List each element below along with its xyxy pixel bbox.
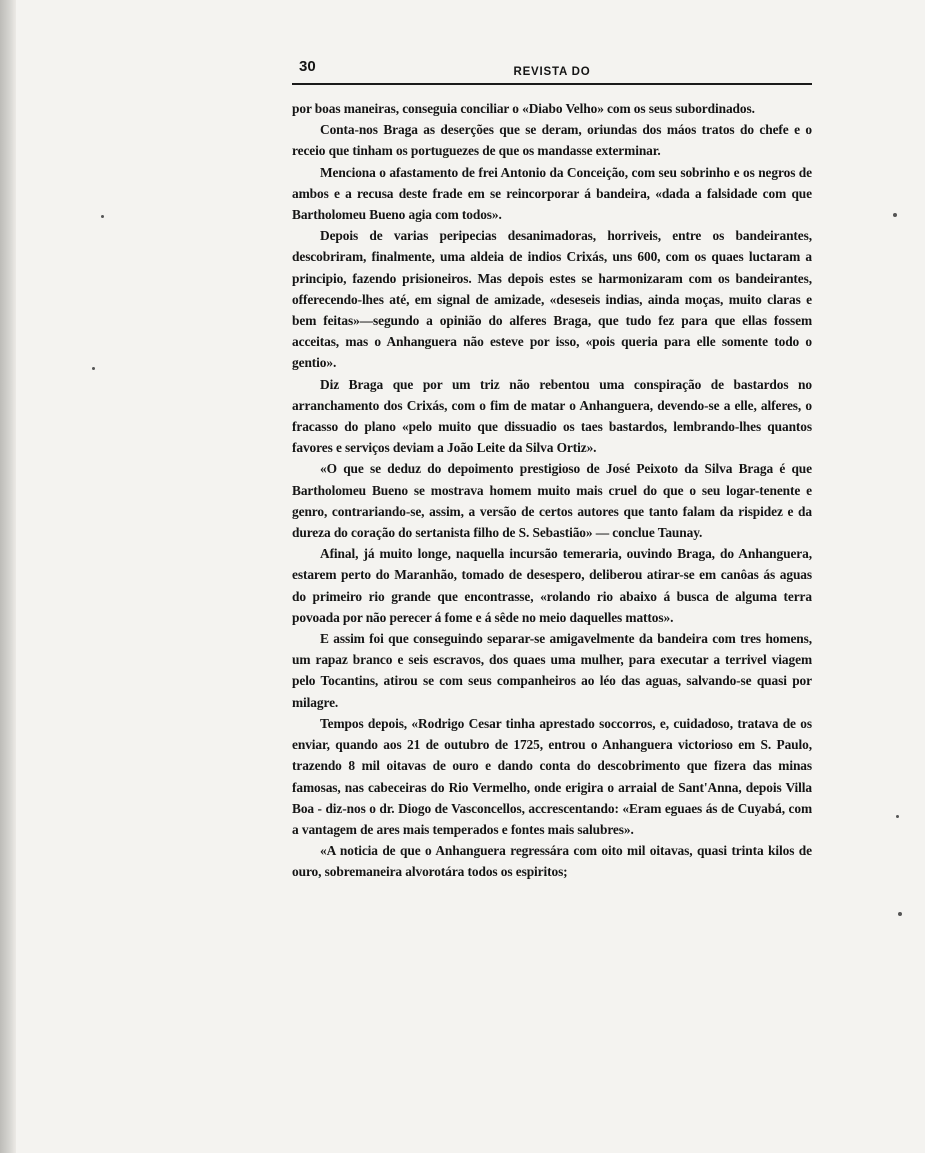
body-text [292,98,812,883]
paragraph: Depois de varias peripecias desanimadoras, horriveis, entre os bandeirantes, descobriram, finalmente, uma aldeia de indios Crixás, uns 600, com os quaes luctaram a principio, fazendo prisioneiros. Mas depois estes se harmonizaram com os bandeirantes, offerecendo-lhes até, em signal de amizade, «deseseis indias, ainda moças, muito claras e bem feitas»—segundo a opinião do alferes Braga, que tudo fez para que ellas fossem acceitas, mas o Anhanguera não esteve por isso, «pois queria para elle somente todo o gentio». [292,228,812,371]
paragraph: Tempos depois, «Rodrigo Cesar tinha aprestado soccorros, e, cuidadoso, tratava de os enviar, quando aos 21 de outubro de 1725, entrou o Anhanguera victorioso em S. Paulo, trazendo 8 mil oitavas de ouro e dando conta do descobrimento que fizera das minas famosas, nas cabeceiras do Rio Vermelho, onde erigira o arraial de Sant'Anna, depois Villa Boa - diz-nos o dr. Diogo de Vasconcellos, accrescentando: «Eram eguaes ás de Cuyabá, com a vantagem de ares mais temperados e fontes mais salubres». [292,715,812,837]
header-rule [292,83,812,85]
paragraph: Conta-nos Braga as deserções que se deram, oriundas dos máos tratos do chefe e o receio que tinham os portuguezes de que os mandasse exterminar. [292,122,812,159]
paragraph: «O que se deduz do depoimento prestigioso de José Peixoto da Silva Braga é que Bartholomeu Bueno se mostrava homem muito mais cruel do que o seu logar-tenente e genro, contrariando-se, assim, a versão de certos autores que tanto falam da rispidez e da dureza do coração do sertanista filho de S. Sebastião» — conclue Taunay. [292,461,812,541]
paragraph: Afinal, já muito longe, naquella incursão temeraria, ouvindo Braga, do Anhanguera, estarem perto do Maranhão, tomado de desespero, deliberou atirar-se em canôas ás aguas do primeiro rio grande que encontrasse, «rolando rio abaixo á busca de alguma terra povoada por não perecer á fome e á sêde no meio daquelles mattos». [292,546,812,625]
scan-speck [898,912,902,916]
running-header [292,58,812,84]
page-number: 30 [299,58,316,75]
running-title: REVISTA DO [513,66,591,78]
scan-speck [896,815,899,818]
paragraph: Menciona o afastamento de frei Antonio da Conceição, com seu sobrinho e os negros de ambos e a recusa deste frade em se reincorporar á bandeira, «dada a falsidade com que Bartholomeu Bueno agia com todos». [292,164,812,223]
paragraph: Diz Braga que por um triz não rebentou uma conspiração de bastardos no arranchamento dos Crixás, com o fim de matar o Anhanguera, devendo-se a elle, alferes, o fracasso do plano «pelo muito que dissuadio os taes bastardos, lembrando-lhes quantos favores e serviços deviam a João Leite da Silva Ortiz». [292,376,812,456]
scan-speck [893,213,897,217]
scan-speck [101,215,104,218]
scan-page-edge [0,0,16,1153]
scan-speck [92,367,95,370]
paragraph: E assim foi que conseguindo separar-se amigavelmente da bandeira com tres homens, um rapaz branco e seis escravos, dos quaes uma mulher, para executar a terrivel viagem pelo Tocantins, atirou se com seus companheiros ao léo das aguas, salvando-se quasi por milagre. [292,631,812,710]
paragraph: «A noticia de que o Anhanguera regressára com oito mil oitavas, quasi trinta kilos de ouro, sobremaneira alvorotára todos os espiritos; [292,843,812,880]
document-page [292,58,812,883]
paragraph: por boas maneiras, conseguia conciliar o «Diabo Velho» com os seus subordinados. [292,101,755,116]
